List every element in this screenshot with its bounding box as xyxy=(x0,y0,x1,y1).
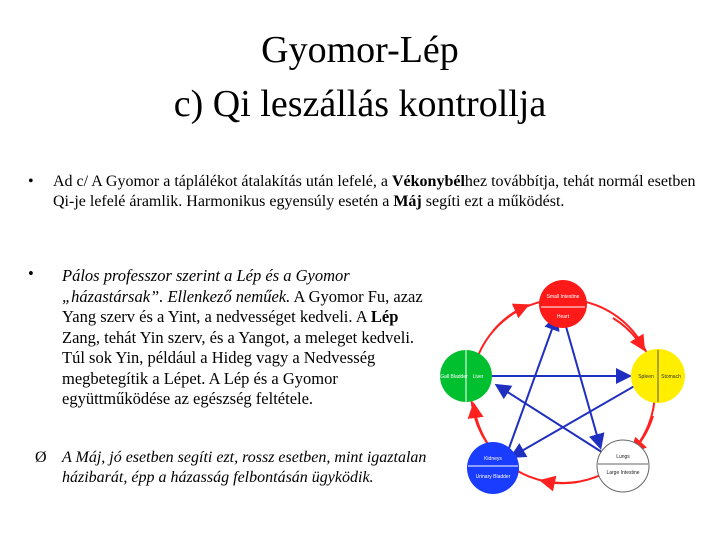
water-element xyxy=(467,442,519,494)
bullet-icon: • xyxy=(28,264,34,283)
metal-element xyxy=(597,440,649,492)
text-run: Ad c/ A Gyomor a táplálékot átalakítás után lefelé, a xyxy=(53,173,392,190)
label-gall-bladder: Gall Bladder xyxy=(440,374,468,380)
control-arrow xyxy=(498,386,608,456)
paragraph-spleen xyxy=(28,264,435,410)
control-arrow xyxy=(563,316,600,446)
bold-term-small-intestine: Vékonybél xyxy=(392,173,465,190)
paragraph-text: A Máj, jó esetben segíti ezt, rossz esetben, mint igaztalan házibarát, épp a házasság felbontásán ügyködik. xyxy=(62,449,427,486)
label-liver: Liver xyxy=(472,374,484,380)
control-arrow xyxy=(508,318,556,451)
text-run: segíti ezt a működést. xyxy=(421,193,565,210)
paragraph-stomach xyxy=(28,172,718,212)
bullet-icon: • xyxy=(28,173,34,190)
text-run: hez továbbítja, tehát normál esetben Qi-je lefelé áramlik. Harmonikus egyensúly esetén a xyxy=(53,173,696,210)
ring-arrow xyxy=(613,318,643,348)
paragraph-liver xyxy=(35,448,428,488)
paragraph-text xyxy=(62,266,435,410)
ring-arrow xyxy=(474,406,488,444)
arrow-bullet-icon: Ø xyxy=(35,449,47,466)
label-urinary-bladder: Urinary Bladder xyxy=(475,474,511,480)
label-small-intestine: Small Intestine xyxy=(546,294,580,300)
page-title: Gyomor-Lép xyxy=(261,29,459,71)
fire-element xyxy=(539,280,587,328)
text-run: Zang, tehát Yin szerv, és a Yangot, a meleget kedveli. Túl sok Yin, például a Hideg vagy a Nedvesség megbetegítik a Lépet. A Lép és a Gyomor együttműködése az egészség feltétele. xyxy=(62,327,415,408)
label-kidneys: Kidneys xyxy=(484,456,502,462)
page-subtitle: c) Qi leszállás kontrollja xyxy=(173,83,547,125)
paragraph-text xyxy=(53,172,718,212)
label-stomach: Stomach xyxy=(661,374,681,380)
italic-quote: Pálos professzor szerint a Lép és a Gyomor „házastársak”. Ellenkező neműek. xyxy=(62,266,350,306)
label-lungs: Lungs xyxy=(616,454,630,460)
five-elements-diagram xyxy=(438,276,688,510)
label-heart: Heart xyxy=(556,314,570,320)
bold-term-spleen: Lép xyxy=(370,307,399,326)
text-run: A Gyomor Fu, azaz Yang szerv és a Yint, a nedvességet kedveli. A xyxy=(62,286,423,326)
bold-term-liver: Máj xyxy=(393,193,422,210)
label-spleen: Spleen xyxy=(638,374,654,380)
label-large-intestine: Large Intestine xyxy=(606,470,640,476)
